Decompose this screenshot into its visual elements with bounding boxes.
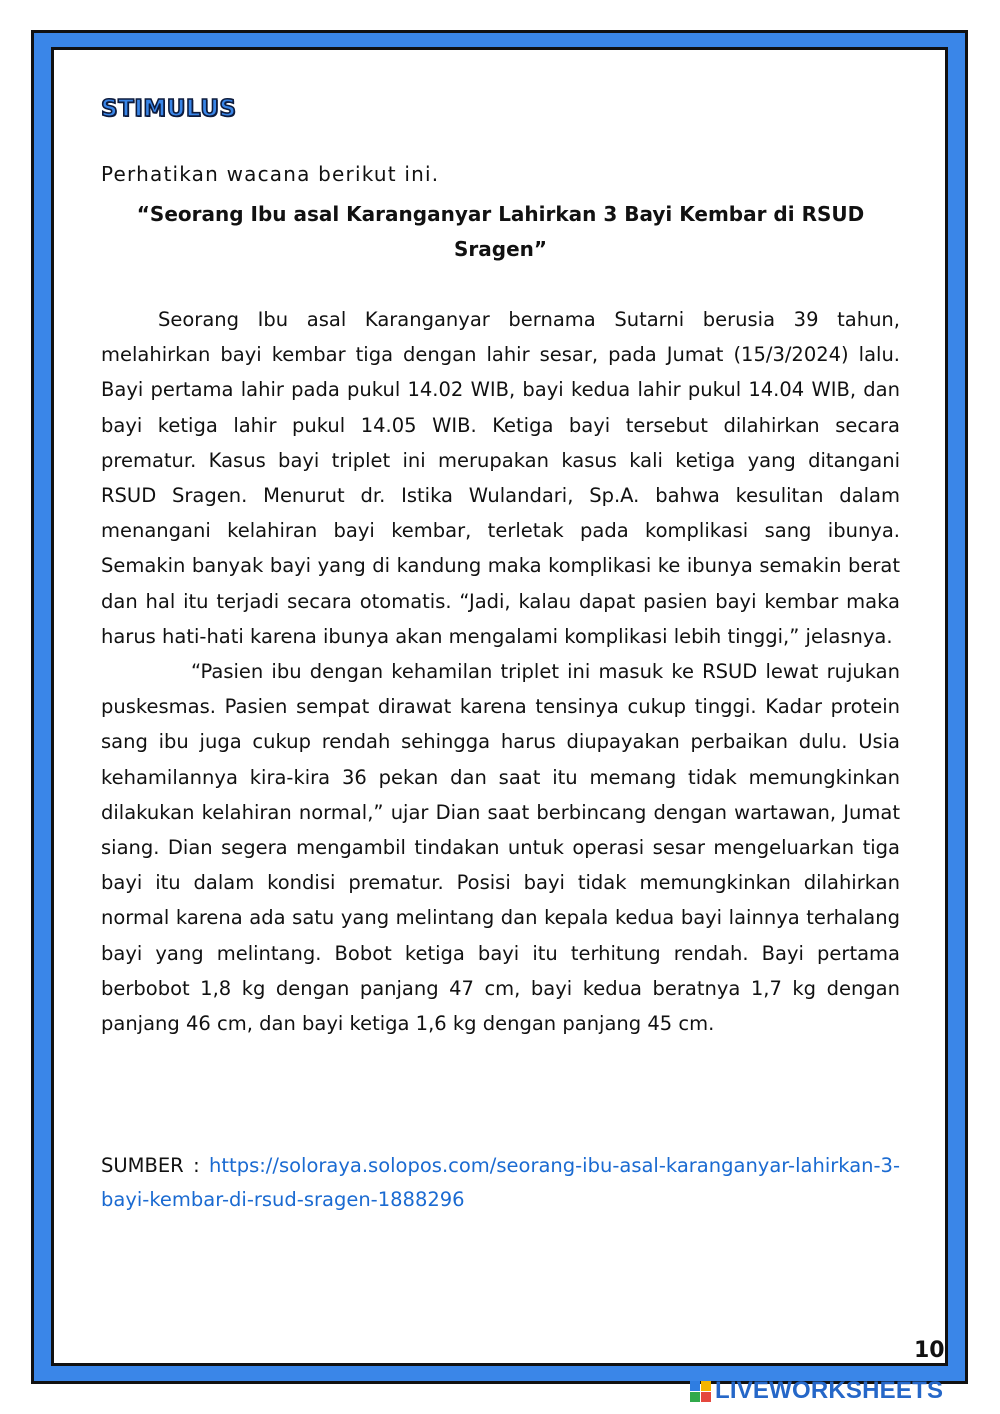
article-paragraph-1: Seorang Ibu asal Karanganyar bernama Sutarni berusia 39 tahun, melahirkan bayi kembar tiga dengan lahir sesar, pada Jumat (15/3/2024) lalu. Bayi pertama lahir pada pukul 14.02 WIB, bayi kedua lahir pukul 14.04 WIB, dan bayi ketiga lahir pukul 14.05 WIB. Ketiga bayi tersebut dilahirkan secara prematur. Kasus bayi triplet ini merupakan kasus kali ketiga yang ditangani RSUD Sragen. Menurut dr. Istika Wulandari, Sp.A. bahwa kesulitan dalam menangani kelahiran bayi kembar, terletak pada komplikasi sang ibunya. Semakin banyak bayi yang di kandung maka komplikasi ke ibunya semakin berat dan hal itu terjadi secara otomatis. “Jadi, kalau dapat pasien bayi kembar maka harus hati-hati karena ibunya akan mengalami komplikasi lebih tinggi,” jelasnya. <box>101 308 900 648</box>
section-heading-stimulus: STIMULUS <box>101 96 237 122</box>
article-title: “Seorang Ibu asal Karanganyar Lahirkan 3 Bayi Kembar di RSUD Sragen” <box>136 202 865 261</box>
liveworksheets-logo-icon <box>690 1381 711 1402</box>
article-body <box>101 302 900 1041</box>
liveworksheets-watermark <box>690 1377 944 1404</box>
article-paragraph-2: “Pasien ibu dengan kehamilan triplet ini masuk ke RSUD lewat rujukan puskesmas. Pasien sempat dirawat karena tensinya cukup tinggi. Kadar protein sang ibu juga cukup rendah sehingga harus diupayakan perbaikan dulu. Usia kehamilannya kira-kira 36 pekan dan saat itu memang tidak memungkinkan dilakukan kelahiran normal,” ujar Dian saat berbincang dengan wartawan, Jumat siang. Dian segera mengambil tindakan untuk operasi sesar mengeluarkan tiga bayi itu dalam kondisi prematur. Posisi bayi tidak memungkinkan dilahirkan normal karena ada satu yang melintang dan kepala kedua bayi lainnya terhalang bayi yang melintang. Bobot ketiga bayi itu terhitung rendah. Bayi pertama berbobot 1,8 kg dengan panjang 47 cm, bayi kedua beratnya 1,7 kg dengan panjang 46 cm, dan bayi ketiga 1,6 kg dengan panjang 45 cm. <box>101 660 900 1036</box>
source-link[interactable]: https://soloraya.solopos.com/seorang-ibu-asal-karanganyar-lahirkan-3-bayi-kembar-di-rsud-sragen-1888296 <box>101 1154 900 1211</box>
page-number: 10 <box>914 1338 945 1363</box>
liveworksheets-brand-text: LIVEWORKSHEETS <box>715 1377 944 1404</box>
source-label: SUMBER : <box>101 1154 210 1177</box>
intro-instruction: Perhatikan wacana berikut ini. <box>101 162 440 186</box>
source-citation <box>101 1149 900 1217</box>
